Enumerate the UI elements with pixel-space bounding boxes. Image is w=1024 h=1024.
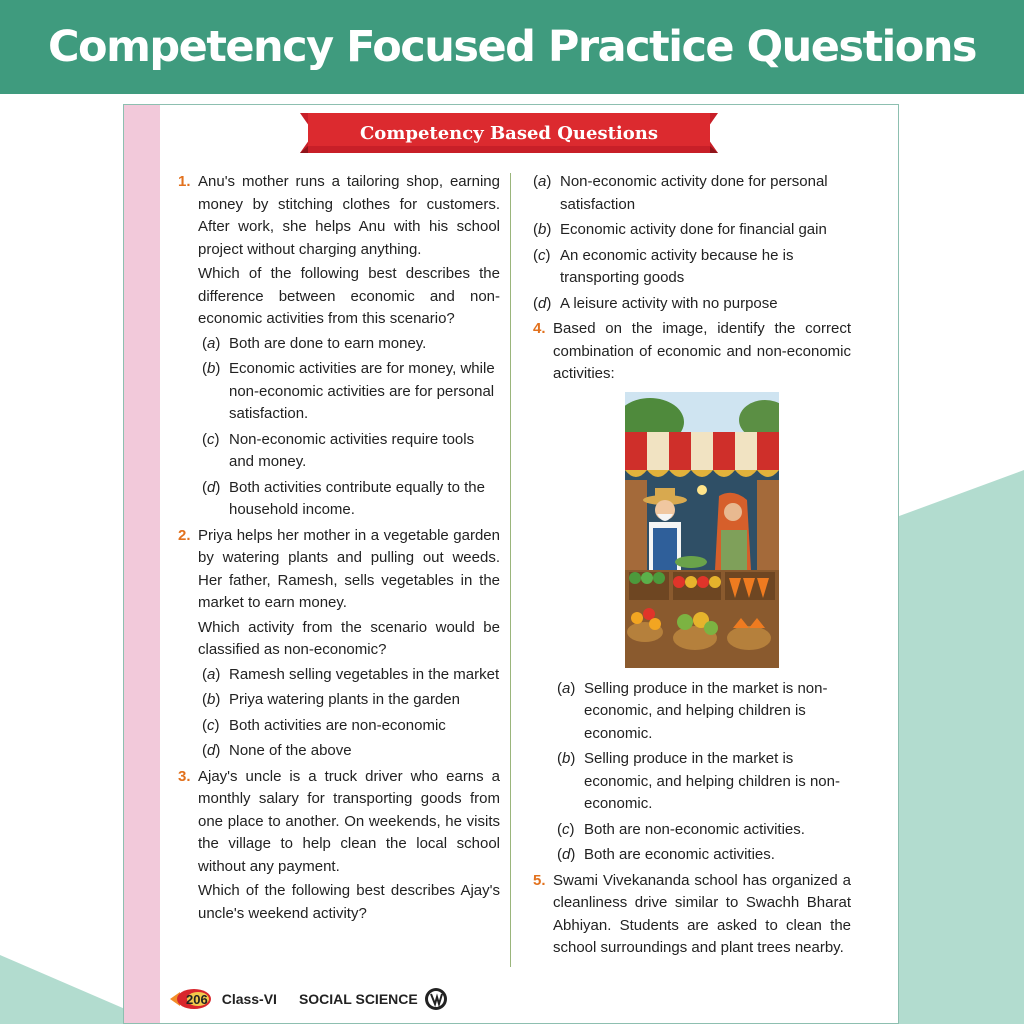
option-d: (d) A leisure activity with no purpose [533,294,778,312]
option-label: b [207,360,216,377]
option-b: (b) Economic activities are for money, while non-economic activities are for personal satisfaction. [202,360,495,422]
option-a: (a) Both are done to earn money. [202,334,427,352]
option-c: (c) An economic activity because he is transporting goods [533,246,794,286]
option-c: (c) Non-economic activities require tools and money. [202,430,475,470]
option-text: Both activities contribute equally to the household income. [229,478,485,518]
option-label: b [207,691,216,708]
question-3-options [529,171,851,315]
question-prompt: Which activity from the scenario would be classified as non-economic? [198,618,500,658]
question-3 [174,766,500,926]
option-label: a [538,173,547,190]
option-c: (c) Both are non-economic activities. [557,820,805,838]
question-number: 5. [533,871,546,889]
option-text: Non-economic activities require tools and money. [229,430,475,470]
question-prompt: Which of the following best describes Ajay's uncle's weekend activity? [198,882,500,922]
option-label: d [562,846,571,863]
option-label: a [562,679,571,697]
option-d: (d) Both activities contribute equally to the household income. [202,478,485,518]
question-text: Anu's mother runs a tailoring shop, earning money by stitching clothes for customers. After work, she helps Anu with his school project without charging anything. [198,173,500,258]
question-text: Ajay's uncle is a truck driver who earns a monthly salary for transporting goods from one place to another. On weekends, he visits the village to help clean the local school without any payment. [198,767,500,875]
question-4 [529,318,851,867]
question-2 [174,525,500,763]
class-label: Class-VI [221,991,277,1007]
page-footer [168,984,448,1014]
option-label: b [538,221,547,238]
option-text: None of the above [229,742,352,759]
option-text: Selling produce in the market is economic, and helping children is non-economic. [584,750,840,812]
question-number: 2. [178,526,191,544]
question-text: Swami Vivekananda school has organized a cleanliness drive similar to Swachh Bharat Abhiyan. Students are asked to clean the school surroundings and plant trees nearby. [553,871,851,956]
option-text: Selling produce in the market is non-economic, and helping children is economic. [584,679,828,742]
worksheet-page [123,104,899,1024]
option-a: (a) Ramesh selling vegetables in the market [202,665,500,683]
option-d: (d) Both are economic activities. [557,846,775,863]
option-text: Ramesh selling vegetables in the market [229,665,500,683]
option-a: (a) Selling produce in the market is non-economic, and helping children is economic. [557,679,828,742]
option-b: (b) Priya watering plants in the garden [202,691,460,708]
left-column [174,171,500,927]
market-stall-illustration [625,392,779,668]
option-label: c [562,820,570,838]
option-text: Both are economic activities. [584,846,775,863]
option-label: b [562,750,571,767]
option-text: Priya watering plants in the garden [229,691,460,708]
option-text: Non-economic activity done for personal satisfaction [560,173,828,213]
option-text: A leisure activity with no purpose [560,294,778,312]
option-b: (b) Economic activity done for financial gain [533,221,827,238]
question-number: 4. [533,320,546,337]
option-label: d [207,478,216,496]
question-1 [174,171,500,522]
top-banner [0,0,1024,94]
option-c: (c) Both activities are non-economic [202,716,446,734]
question-text: Based on the image, identify the correct combination of economic and non-economic activities: [553,320,851,382]
option-label: d [538,294,547,312]
option-text: Both are done to earn money. [229,334,427,352]
column-divider [510,173,511,967]
banner-title: Competency Focused Practice Questions [47,22,977,72]
right-column [529,171,851,962]
question-number: 1. [178,173,191,190]
option-label: c [538,246,546,264]
option-text: Both are non-economic activities. [584,820,805,838]
section-title: Competency Based Questions [359,122,658,144]
option-a: (a) Non-economic activity done for personal satisfaction [533,173,828,213]
option-text: Economic activities are for money, while non-economic activities are for personal satisfaction. [229,360,495,422]
option-text: An economic activity because he is transporting goods [560,246,794,286]
option-label: c [207,430,215,448]
page-side-strip [124,105,160,1023]
option-b: (b) Selling produce in the market is economic, and helping children is non-economic. [557,750,840,812]
option-label: d [207,742,216,759]
pw-logo-icon [424,987,448,1011]
option-d: (d) None of the above [202,742,352,759]
subject-label: SOCIAL SCIENCE [298,991,418,1007]
question-prompt: Which of the following best describes the difference between economic and non-economic activities from this scenario? [198,265,500,327]
question-number: 3. [178,767,191,785]
option-label: a [207,334,216,352]
page-number: 206 [186,991,208,1007]
option-text: Economic activity done for financial gain [560,221,827,238]
question-5 [529,870,851,960]
option-label: a [207,665,216,683]
question-text: Priya helps her mother in a vegetable garden by watering plants and pulling out weeds. Her father, Ramesh, sells vegetables in the market to earn money. [198,526,500,611]
option-text: Both activities are non-economic [229,716,446,734]
option-label: c [207,716,215,734]
